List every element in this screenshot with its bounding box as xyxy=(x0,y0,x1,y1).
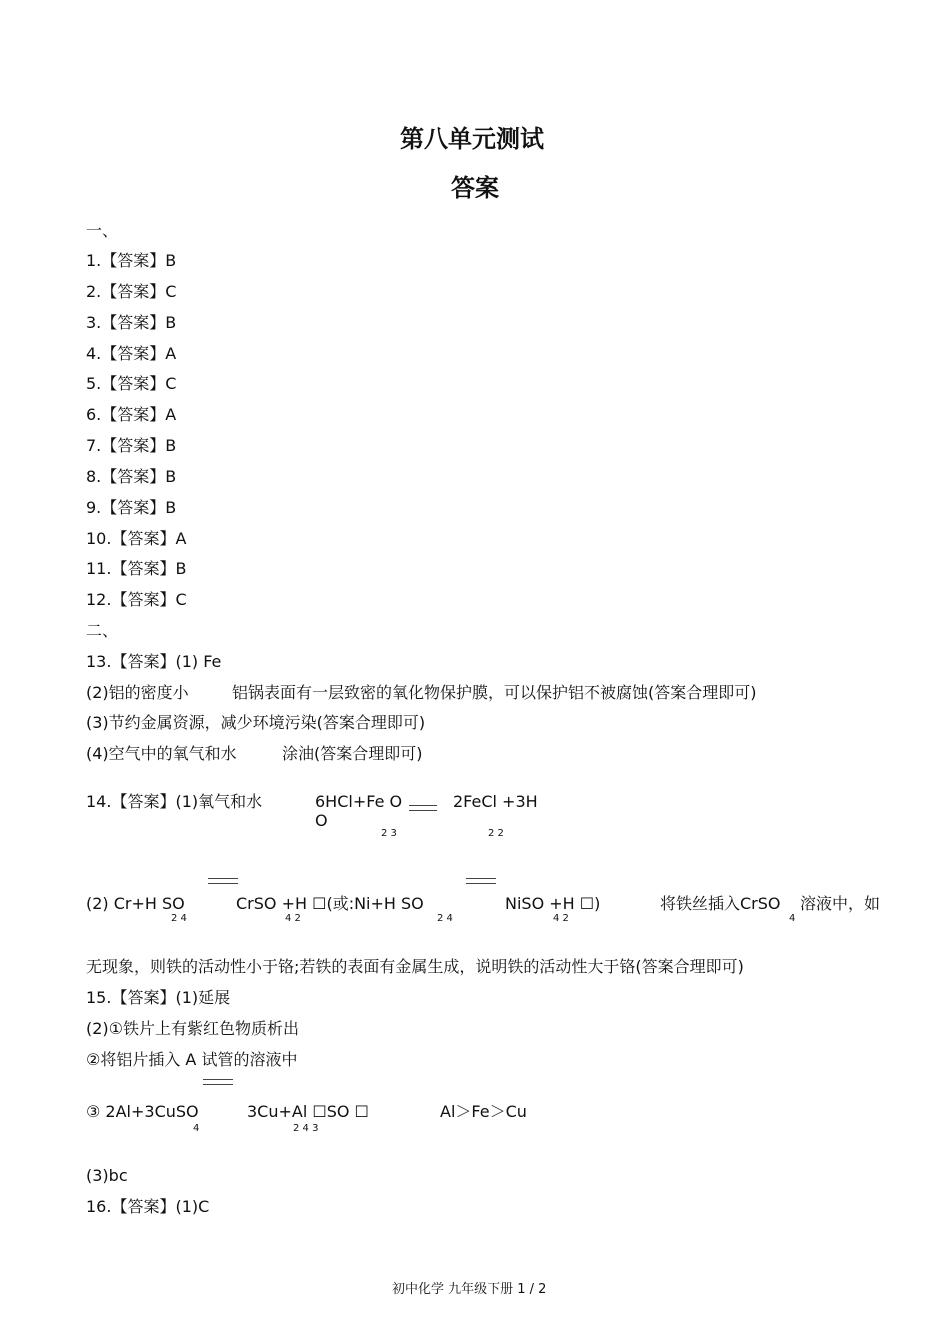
page-subtitle: 答案 xyxy=(451,174,499,202)
q14-equation-1-o: O xyxy=(315,811,328,830)
q13-line-4a: (4)空气中的氧气和水 xyxy=(86,744,237,763)
answer-line: 3.【答案】B xyxy=(86,313,177,332)
section-heading-2: 二、 xyxy=(86,621,119,640)
subscript: 2 4 xyxy=(171,913,187,924)
page-footer: 初中化学 九年级下册 1 / 2 xyxy=(392,1282,547,1297)
answer-line: 11.【答案】B xyxy=(86,559,187,578)
q14-line-1: 14.【答案】(1)氧气和水 xyxy=(86,792,263,811)
subscript: 2 4 3 xyxy=(293,1123,319,1134)
subscript: 2 4 xyxy=(437,913,453,924)
q15-equation-right: 3Cu+Al ☐SO ☐ xyxy=(247,1102,369,1121)
answer-line: 4.【答案】A xyxy=(86,344,177,363)
equals-sign xyxy=(409,805,437,811)
q15-line-3: ②将铝片插入 A 试管的溶液中 xyxy=(86,1050,298,1069)
answer-line: 7.【答案】B xyxy=(86,436,177,455)
equals-sign xyxy=(203,1079,233,1085)
subscript: 4 2 xyxy=(285,913,301,924)
q14-line-2b: CrSO +H ☐(或:Ni+H SO xyxy=(236,894,424,913)
q15-equation-left: ③ 2Al+3CuSO xyxy=(86,1102,199,1121)
q15-line-5: (3)bc xyxy=(86,1166,128,1185)
section-heading-1: 一、 xyxy=(86,221,119,240)
q14-line-3: 无现象，则铁的活动性小于铬;若铁的表面有金属生成，说明铁的活动性大于铬(答案合理即可) xyxy=(86,957,744,976)
answer-line: 8.【答案】B xyxy=(86,467,177,486)
q14-equation-1-left: 6HCl+Fe O xyxy=(315,792,403,811)
q13-line-3: (3)节约金属资源，减少环境污染(答案合理即可) xyxy=(86,713,426,732)
page-title: 第八单元测试 xyxy=(400,125,544,153)
subscript: 4 xyxy=(193,1123,200,1134)
equals-sign xyxy=(466,878,496,884)
answer-line: 1.【答案】B xyxy=(86,251,177,270)
q15-activity-order: Al＞Fe＞Cu xyxy=(440,1102,527,1121)
q13-line-4b: 涂油(答案合理即可) xyxy=(282,744,423,763)
answer-line: 12.【答案】C xyxy=(86,590,187,609)
q14-equation-1-right: 2FeCl +3H xyxy=(453,792,538,811)
answer-line: 2.【答案】C xyxy=(86,282,177,301)
answer-line: 5.【答案】C xyxy=(86,374,177,393)
q14-line-2d: 将铁丝插入CrSO xyxy=(660,894,781,913)
q16-line-1: 16.【答案】(1)C xyxy=(86,1197,210,1216)
q14-line-2e: 溶液中，如 xyxy=(800,894,881,913)
q15-line-1: 15.【答案】(1)延展 xyxy=(86,988,231,1007)
subscript: 2 2 xyxy=(488,828,504,839)
q15-line-2: (2)①铁片上有紫红色物质析出 xyxy=(86,1019,300,1038)
q13-line-1: 13.【答案】(1) Fe xyxy=(86,652,222,671)
q13-line-2b: 铝锅表面有一层致密的氧化物保护膜，可以保护铝不被腐蚀(答案合理即可) xyxy=(232,683,757,702)
subscript: 2 3 xyxy=(381,828,397,839)
equals-sign xyxy=(208,878,238,884)
q13-line-2a: (2)铝的密度小 xyxy=(86,683,189,702)
subscript: 4 2 xyxy=(553,913,569,924)
q14-line-2c: NiSO +H ☐) xyxy=(505,894,601,913)
subscript: 4 xyxy=(789,913,796,924)
q14-line-2a: (2) Cr+H SO xyxy=(86,894,185,913)
answer-line: 10.【答案】A xyxy=(86,529,187,548)
answer-line: 9.【答案】B xyxy=(86,498,177,517)
answer-line: 6.【答案】A xyxy=(86,405,177,424)
